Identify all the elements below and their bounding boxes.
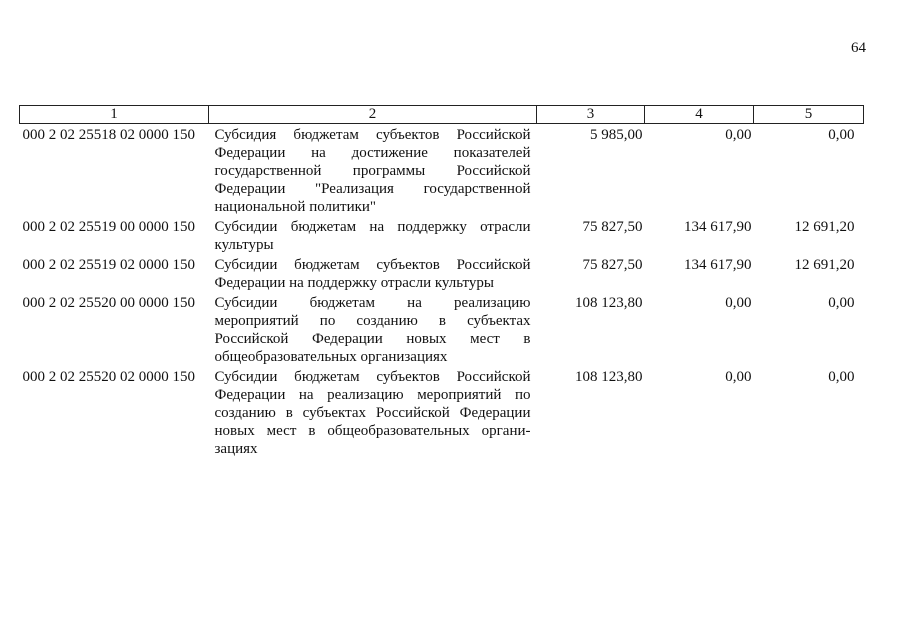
column-header-2: 2	[209, 106, 537, 124]
table-row	[20, 216, 864, 254]
row-value-col5: 0,00	[828, 369, 855, 385]
column-header-5: 5	[754, 106, 864, 124]
column-header-4: 4	[645, 106, 754, 124]
row-value-col5: 12 691,20	[794, 257, 855, 273]
row-value-col4: 134 617,90	[684, 257, 752, 273]
page-number: 64	[851, 40, 866, 56]
table-row	[20, 366, 864, 458]
row-value-col4: 0,00	[725, 127, 752, 143]
row-description: Субсидии бюджетам субъектов Российской Федерации на поддержку отрасли культуры	[214, 257, 531, 291]
table-row	[20, 292, 864, 366]
row-code: 000 2 02 25519 00 0000 150	[22, 219, 195, 235]
row-value-col4: 134 617,90	[684, 219, 752, 235]
table-row	[20, 124, 864, 217]
row-description: Субсидии бюджетам на реализацию мероприятий по созданию в субъектах Российской Федерации новых мест в общеобразовательных организациях	[214, 295, 531, 365]
row-value-col5: 0,00	[828, 295, 855, 311]
row-value-col3: 108 123,80	[575, 295, 643, 311]
row-value-col3: 75 827,50	[582, 257, 643, 273]
column-header-3: 3	[537, 106, 645, 124]
row-value-col3: 108 123,80	[575, 369, 643, 385]
row-value-col3: 75 827,50	[582, 219, 643, 235]
table-header	[20, 106, 864, 124]
row-value-col5: 12 691,20	[794, 219, 855, 235]
row-description: Субсидии бюджетам на поддержку отрасли культуры	[214, 219, 531, 253]
row-code: 000 2 02 25520 02 0000 150	[22, 369, 195, 385]
row-value-col4: 0,00	[725, 369, 752, 385]
row-code: 000 2 02 25519 02 0000 150	[22, 257, 195, 273]
column-header-1: 1	[20, 106, 209, 124]
row-description: Субсидии бюджетам субъектов Российской Федерации на реализацию мероприятий по созданию в субъектах Российской Федерации новых мест в общеобразовательных органи-зациях	[214, 369, 531, 457]
row-value-col5: 0,00	[828, 127, 855, 143]
row-code: 000 2 02 25518 02 0000 150	[22, 127, 195, 143]
header-row	[20, 106, 864, 124]
row-code: 000 2 02 25520 00 0000 150	[22, 295, 195, 311]
row-description: Субсидия бюджетам субъектов Российской Федерации на достижение показателей государственной программы Российской Федерации "Реализация государственной национальной политики"	[214, 127, 531, 215]
row-value-col4: 0,00	[725, 295, 752, 311]
table-row	[20, 254, 864, 292]
table-body	[20, 124, 864, 459]
row-value-col3: 5 985,00	[590, 127, 643, 143]
budget-table	[19, 105, 864, 458]
